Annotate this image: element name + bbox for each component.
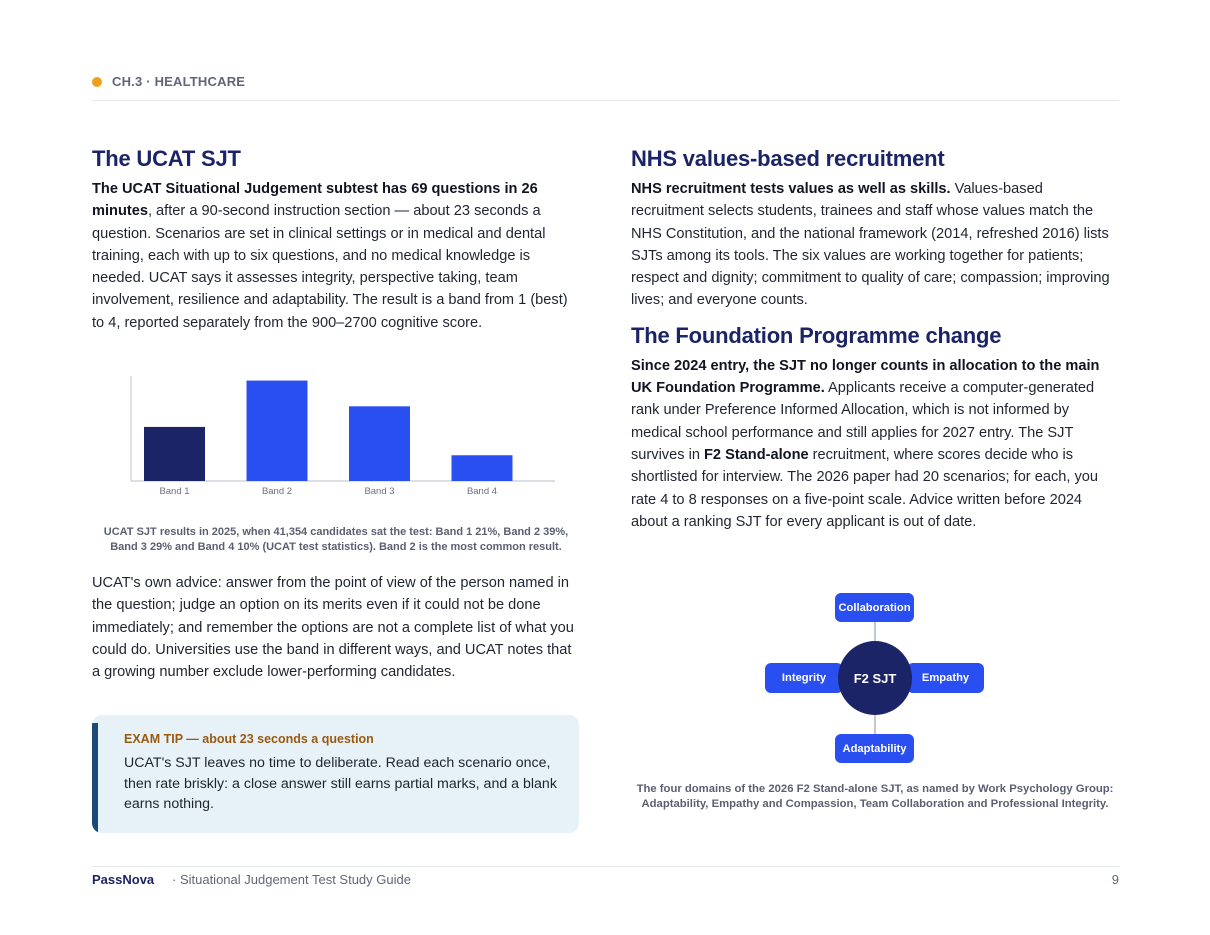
foundation-body-2: recruitment, where scores decide who is shortlisted for interview. The 2026 paper had 20 scenarios; for each, you rate 4 to 8 responses on a five-point scale. Advice written before 2024 about a ranking SJT for every applicant is out of date. — [631, 446, 1099, 530]
foundation-lead: Since 2024 entry, the SJT no longer counts in allocation to the main UK Foundation Programme. — [631, 357, 1100, 397]
domain-node-collaboration: Collaboration — [835, 593, 914, 622]
foundation-bold-2: F2 Stand-alone — [704, 446, 809, 463]
bar-band-1 — [144, 427, 205, 481]
chapter-label: CH.3 · HEALTHCARE — [112, 74, 246, 89]
foundation-title: The Foundation Programme change — [631, 322, 1002, 348]
ucat-section — [92, 146, 580, 334]
nhs-paragraph — [631, 178, 1119, 312]
ucat-advice — [92, 572, 580, 683]
footer-divider — [92, 866, 1119, 867]
ucat-title: The UCAT SJT — [92, 146, 241, 171]
tip-accent-bar — [92, 723, 98, 833]
bar-band-3 — [349, 406, 410, 481]
ucat-paragraph — [92, 178, 580, 334]
x-tick-label: Band 3 — [364, 486, 395, 497]
center-node-f2-sjt: F2 SJT — [838, 641, 912, 715]
footer-guide-title: · Situational Judgement Test Study Guide — [172, 872, 411, 887]
x-tick-labels — [159, 486, 497, 497]
band-chart-svg — [92, 368, 580, 518]
header-divider — [92, 100, 1119, 101]
x-tick-label: Band 2 — [261, 486, 293, 497]
chapter-dot-icon — [92, 77, 102, 87]
diagram-caption: The four domains of the 2026 F2 Stand-alone SJT, as named by Work Psychology Group: Adaptability, Empathy and Compassion, Team Collaboration and Professional Integrity. — [636, 783, 1114, 810]
domain-node-integrity: Integrity — [765, 663, 843, 693]
bar-band-2 — [247, 381, 308, 481]
bar-group — [144, 381, 513, 481]
tip-body: UCAT's SJT leaves no time to deliberate. Read each scenario once, then rate briskly: a close answer still earns partial marks, and a blank earns nothing. — [124, 755, 557, 812]
nhs-lead: NHS recruitment tests values as well as skills. — [631, 181, 951, 197]
advice-paragraph: UCAT's own advice: answer from the point of view of the person named in the question; judge an option on its merits even if it could not be done immediately; and remember the options are not a complete list of what you could do. Universities use the band in different ways, and UCAT notes that a growing number exclude lower-performing candidates. — [92, 575, 574, 681]
chart-caption: UCAT SJT results in 2025, when 41,354 candidates sat the test: Band 1 21%, Band 2 39%, Band 3 29% and Band 4 10% (UCAT test statistics). Band 2 is the most common result. — [103, 526, 569, 553]
exam-tip-box — [92, 715, 579, 833]
f2-domains-diagram — [631, 585, 1119, 830]
x-tick-label: Band 1 — [159, 486, 190, 497]
bar-band-4 — [452, 455, 513, 481]
chapter-header — [92, 74, 245, 89]
nhs-body: Values-based recruitment selects students, trainees and staff whose values match the NHS Constitution, and the national framework (2014, refreshed 2016) lists SJTs among its tools. The six values are working together for patients; respect and dignity; commitment to quality of care; compassion; improving lives; and everyone counts. — [631, 181, 1110, 309]
domain-node-empathy: Empathy — [907, 663, 984, 693]
nhs-section — [631, 146, 1119, 533]
ucat-body: , after a 90-second instruction section — about 23 seconds a question. Scenarios are set in clinical settings or in medical and dental training, each with up to six questions, and no medical knowledge is needed. UCAT says it assesses integrity, perspective taking, team involvement, resilience and adaptability. The result is a band from 1 (best) to 4, reported separately from the 900–2700 cognitive score. — [92, 203, 568, 331]
page-number: 9 — [1111, 872, 1119, 887]
domain-node-adaptability: Adaptability — [835, 734, 914, 763]
ucat-lead: The UCAT Situational Judgement subtest has 69 questions in 26 minutes — [92, 181, 538, 220]
x-tick-label: Band 4 — [466, 486, 498, 497]
band-chart — [92, 368, 580, 560]
foundation-body-1: Applicants receive a computer-generated rank under Preference Informed Allocation, which is not informed by medical school performance and still applies for 2027 entry. The SJT survives in — [631, 380, 1095, 463]
footer-brand: PassNova — [92, 872, 155, 887]
foundation-paragraph — [631, 355, 1119, 533]
nhs-title: NHS values-based recruitment — [631, 146, 945, 171]
tip-title: EXAM TIP — about 23 seconds a question — [124, 732, 374, 746]
